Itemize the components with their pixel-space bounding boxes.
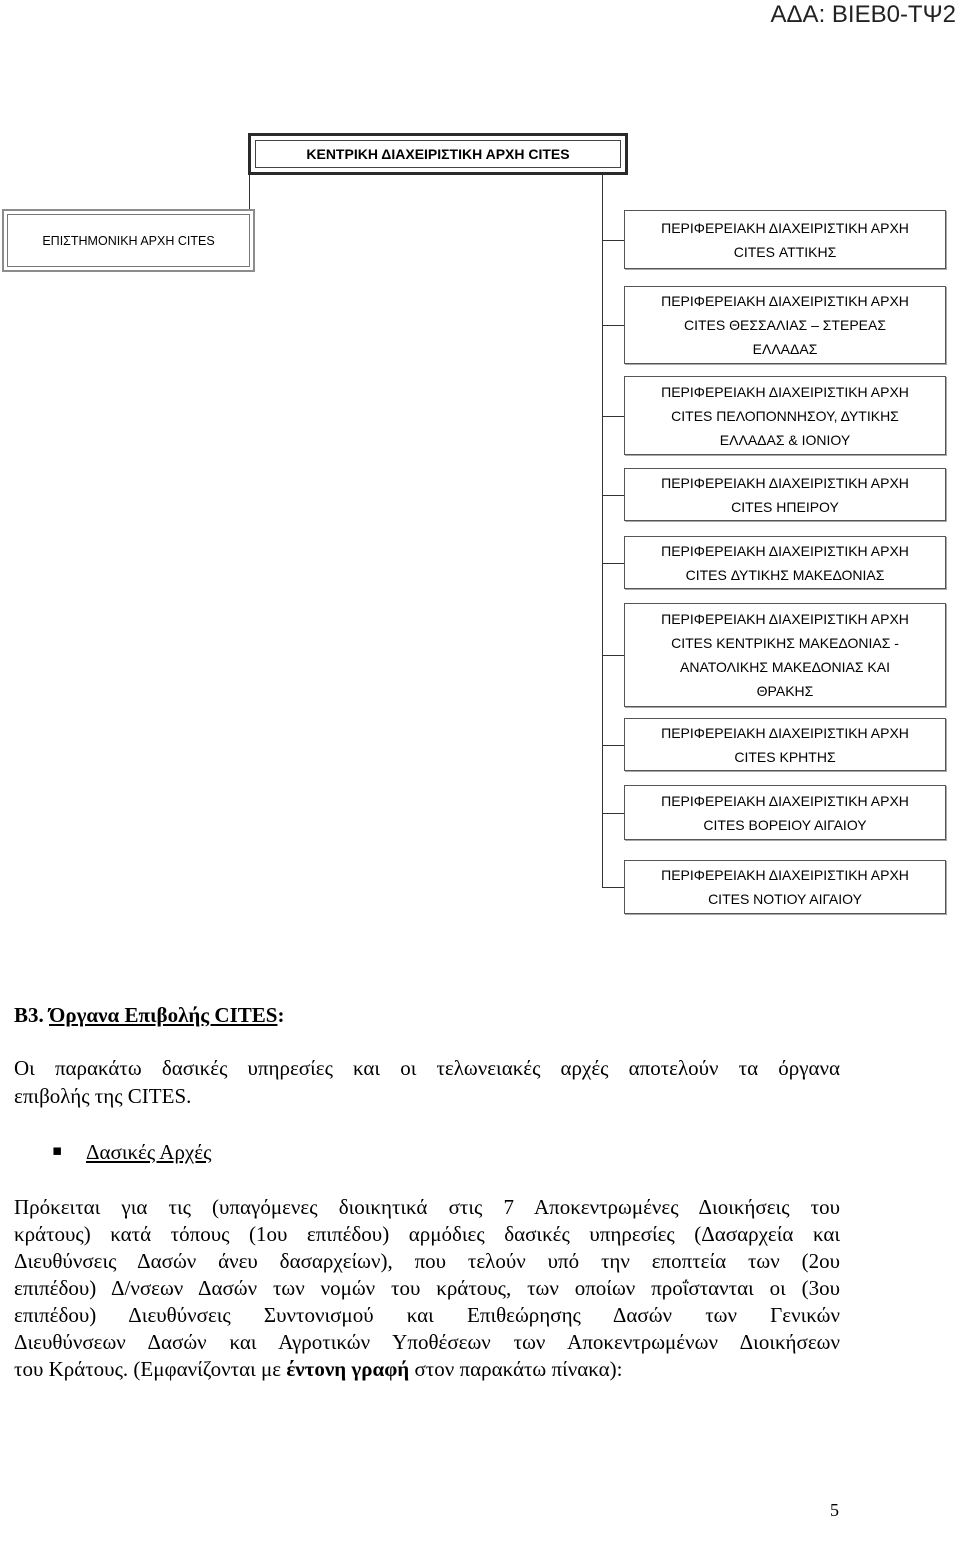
paragraph-line: Διευθύνσεις Δασών άνευ δασαρχείων), που τελούν υπό την εποπτεία των (2ου xyxy=(14,1249,840,1273)
regional-authority-epirus xyxy=(624,468,946,521)
paragraph-line: επιπέδου) Διευθύνσεις Συντονισμού και Επιθεώρησης Δασών των Γενικών xyxy=(14,1303,840,1327)
section-title: Όργανα Επιβολής CITES xyxy=(49,1003,278,1027)
central-authority-box xyxy=(248,133,628,175)
section-number: Β3. xyxy=(14,1003,50,1027)
paragraph-line: Οι παρακάτω δασικές υπηρεσίες και οι τελωνειακές αρχές αποτελούν τα όργανα xyxy=(14,1056,840,1080)
scientific-authority-label: ΕΠΙΣΤΗΜΟΝΙΚΗ ΑΡΧΗ CITES xyxy=(7,214,250,267)
connector-central-to-scientific xyxy=(249,175,250,209)
connector-trunk xyxy=(602,175,603,887)
bullet-label: Δασικές Αρχές xyxy=(86,1140,212,1164)
section-colon: : xyxy=(277,1003,285,1027)
regional-authority-attica xyxy=(624,210,946,269)
section-heading xyxy=(14,1002,284,1028)
central-authority-label: ΚΕΝΤΡΙΚΗ ΔΙΑΧΕΙΡΙΣΤΙΚΗ ΑΡΧΗ CITES xyxy=(255,140,621,168)
regional-authority-crete xyxy=(624,718,946,771)
box-line: ΠΕΡΙΦΕΡΕΙΑΚΗ ΔΙΑΧΕΙΡΙΣΤΙΚΗ ΑΡΧΗ xyxy=(661,383,909,400)
box-line: ΠΕΡΙΦΕΡΕΙΑΚΗ ΔΙΑΧΕΙΡΙΣΤΙΚΗ ΑΡΧΗ xyxy=(661,219,909,236)
box-line: CITES ΑΤΤΙΚΗΣ xyxy=(733,243,837,260)
box-line: ΠΕΡΙΦΕΡΕΙΑΚΗ ΔΙΑΧΕΙΡΙΣΤΙΚΗ ΑΡΧΗ xyxy=(661,542,909,559)
box-line: ΠΕΡΙΦΕΡΕΙΑΚΗ ΔΙΑΧΕΙΡΙΣΤΙΚΗ ΑΡΧΗ xyxy=(661,293,909,309)
box-line: CITES ΠΕΛΟΠΟΝΝΗΣΟΥ, ΔΥΤΙΚΗΣ xyxy=(671,407,899,424)
box-line: CITES ΗΠΕΙΡΟΥ xyxy=(731,498,839,515)
intro-paragraph xyxy=(14,1054,840,1110)
square-bullet-icon: ▪ xyxy=(52,1141,63,1159)
box-line: ΠΕΡΙΦΕΡΕΙΑΚΗ ΔΙΑΧΕΙΡΙΣΤΙΚΗ ΑΡΧΗ xyxy=(661,724,909,741)
regional-authority-north-aegean xyxy=(624,785,946,840)
box-line: CITES ΝΟΤΙΟΥ ΑΙΓΑΙΟΥ xyxy=(708,891,862,907)
box-line: ΠΕΡΙΦΕΡΕΙΑΚΗ ΔΙΑΧΕΙΡΙΣΤΙΚΗ ΑΡΧΗ xyxy=(661,474,909,491)
paragraph-line: κράτους) κατά τόπους (1ου επιπέδου) αρμόδιες δασικές υπηρεσίες (Δασαρχεία και xyxy=(14,1222,840,1246)
box-line: CITES ΔΥΤΙΚΗΣ ΜΑΚΕΔΟΝΙΑΣ xyxy=(685,566,885,583)
box-line: ΑΝΑΤΟΛΙΚΗΣ ΜΑΚΕΔΟΝΙΑΣ ΚΑΙ xyxy=(680,659,890,675)
box-line: ΠΕΡΙΦΕΡΕΙΑΚΗ ΔΙΑΧΕΙΡΙΣΤΙΚΗ ΑΡΧΗ xyxy=(661,611,909,627)
regional-authority-west-macedonia xyxy=(624,536,946,589)
regional-authority-peloponnese xyxy=(624,376,946,455)
box-line: ΘΡΑΚΗΣ xyxy=(756,683,814,699)
bold-phrase: έντονη γραφή xyxy=(286,1357,410,1381)
body-paragraph xyxy=(14,1194,840,1383)
box-line: ΠΕΡΙΦΕΡΕΙΑΚΗ ΔΙΑΧΕΙΡΙΣΤΙΚΗ ΑΡΧΗ xyxy=(661,792,909,809)
box-line: ΕΛΛΑΔΑΣ & ΙΟΝΙΟΥ xyxy=(719,431,851,448)
page-number: 5 xyxy=(830,1500,839,1520)
box-line: CITES ΚΡΗΤΗΣ xyxy=(734,748,836,765)
last-line-end: στον παρακάτω πίνακα): xyxy=(409,1357,623,1381)
regional-authority-south-aegean xyxy=(624,860,946,914)
paragraph-line: επιπέδου) Δ/νσεων Δασών των νομών του κράτους, των οποίων προΐστανται οι (3ου xyxy=(14,1276,840,1300)
paragraph-line: επιβολής της CITES. xyxy=(14,1084,192,1108)
scientific-authority-box xyxy=(2,209,255,272)
box-line: ΠΕΡΙΦΕΡΕΙΑΚΗ ΔΙΑΧΕΙΡΙΣΤΙΚΗ ΑΡΧΗ xyxy=(661,867,909,883)
paragraph-line: Πρόκειται για τις (υπαγόμενες διοικητικά στις 7 Αποκεντρωμένες Διοικήσεις του xyxy=(14,1195,840,1219)
box-line: CITES ΘΕΣΣΑΛΙΑΣ – ΣΤΕΡΕΑΣ xyxy=(683,317,886,333)
paragraph-last-line xyxy=(14,1356,840,1383)
box-line: CITES ΒΟΡΕΙΟΥ ΑΙΓΑΙΟΥ xyxy=(703,816,867,833)
regional-authority-central-macedonia-thrace xyxy=(624,603,946,707)
document-ada-code: ΑΔΑ: ΒΙΕΒ0-ΤΨ2 xyxy=(770,1,956,28)
paragraph-line: Διευθύνσεων Δασών και Αγροτικών Υποθέσεων των Αποκεντρωμένων Διοικήσεων xyxy=(14,1330,840,1354)
box-line: CITES ΚΕΝΤΡΙΚΗΣ ΜΑΚΕΔΟΝΙΑΣ - xyxy=(671,635,899,651)
regional-authority-thessaly xyxy=(624,286,946,364)
box-line: ΕΛΛΑΔΑΣ xyxy=(752,341,818,357)
last-line-start: του Κράτους. (Εμφανίζονται με xyxy=(14,1357,287,1381)
